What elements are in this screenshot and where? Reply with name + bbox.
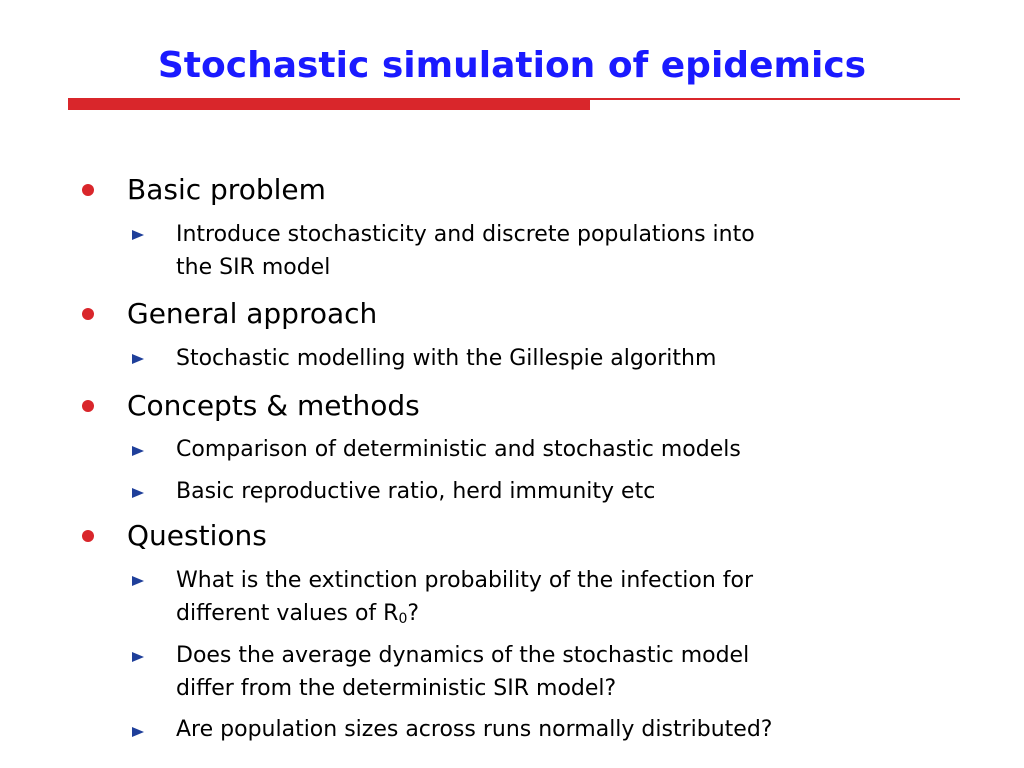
bullet-dot-icon — [82, 530, 94, 542]
sub-bullet — [176, 639, 956, 705]
arrow-bullet-icon — [132, 727, 144, 737]
arrow-bullet-icon — [132, 446, 144, 456]
sub-bullet-line: differ from the deterministic SIR model? — [176, 676, 617, 701]
sub-bullet-text: different values of R — [176, 601, 399, 626]
sub-bullet-line: What is the extinction probability of the infection for — [176, 568, 754, 593]
sub-bullet — [176, 218, 956, 284]
bullet-heading: Basic problem — [127, 173, 326, 206]
bullet-heading: General approach — [127, 297, 378, 330]
sub-bullet-text: ? — [407, 601, 420, 626]
subscript: 0 — [398, 611, 408, 627]
arrow-bullet-icon — [132, 652, 144, 662]
sub-bullet: Basic reproductive ratio, herd immunity etc — [176, 479, 656, 504]
bullet-dot-icon — [82, 400, 94, 412]
sub-bullet: Comparison of deterministic and stochastic models — [176, 437, 741, 462]
sub-bullet — [176, 564, 956, 630]
sub-bullet-line: Introduce stochasticity and discrete populations into — [176, 222, 755, 247]
slide-title: Stochastic simulation of epidemics — [157, 45, 867, 86]
sub-bullet-line — [176, 597, 956, 630]
sub-bullet-line: Does the average dynamics of the stochastic model — [176, 643, 750, 668]
bullet-heading: Questions — [127, 519, 267, 552]
sub-bullet: Stochastic modelling with the Gillespie algorithm — [176, 346, 717, 371]
arrow-bullet-icon — [132, 230, 144, 240]
bullet-dot-icon — [82, 308, 94, 320]
arrow-bullet-icon — [132, 488, 144, 498]
bullet-heading: Concepts & methods — [127, 389, 420, 422]
bullet-dot-icon — [82, 184, 94, 196]
sub-bullet: Are population sizes across runs normally distributed? — [176, 717, 773, 742]
arrow-bullet-icon — [132, 576, 144, 586]
arrow-bullet-icon — [132, 354, 144, 364]
sub-bullet-line: the SIR model — [176, 255, 331, 280]
